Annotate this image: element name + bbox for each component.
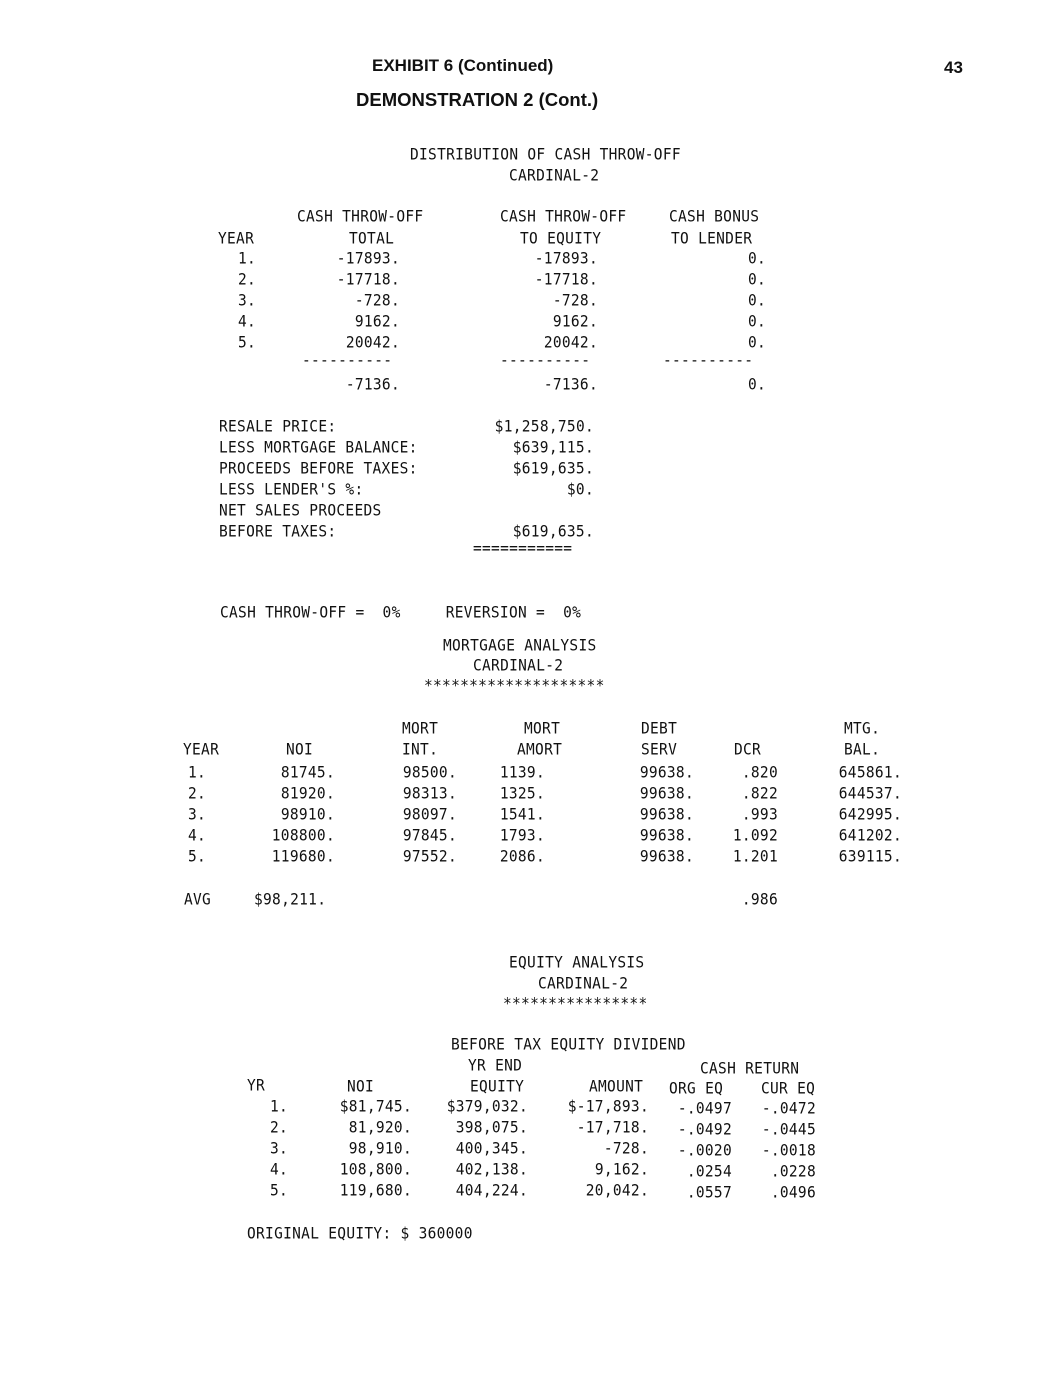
mortgage-h-amort-1: MORT (524, 720, 561, 738)
mortgage-row-amort: 1139. (499, 764, 545, 782)
cash-row-equity: 20042. (543, 334, 598, 352)
mortgage-row-noi: 119680. (271, 848, 335, 866)
mortgage-row-int: 97845. (402, 827, 457, 845)
equity-row-cur: -.0472 (761, 1100, 816, 1118)
cash-row-year: 4. (238, 313, 257, 331)
equity-row-noi: 119,680. (339, 1182, 412, 1200)
equity-row-eq: 400,345. (455, 1140, 528, 1158)
mortgage-row-year: 4. (188, 827, 207, 845)
page-number: 43 (944, 58, 963, 77)
equity-h-yrend-2: EQUITY (470, 1078, 525, 1096)
mortgage-h-bal-2: BAL. (844, 741, 881, 759)
mortgage-row-noi: 108800. (271, 827, 335, 845)
mortgage-h-int-1: MORT (402, 720, 439, 738)
mortgage-row-bal: 641202. (838, 827, 902, 845)
equity-row-noi: 81,920. (348, 1119, 412, 1137)
cash-row-equity: 9162. (552, 313, 598, 331)
equity-title: EQUITY ANALYSIS (509, 954, 645, 972)
mortgage-h-debt-2: SERV (641, 741, 678, 759)
cash-row-year: 1. (238, 250, 257, 268)
equity-h-yrend-1: YR END (468, 1057, 523, 1075)
mortgage-row-dcr: 1.201 (732, 848, 778, 866)
cash-row-equity: -728. (552, 292, 598, 310)
mortgage-h-noi: NOI (286, 741, 314, 759)
mortgage-row-debt: 99638. (639, 806, 694, 824)
mortgage-row-debt: 99638. (639, 785, 694, 803)
resale-label: RESALE PRICE: (219, 418, 337, 436)
resale-label: PROCEEDS BEFORE TAXES: (219, 460, 418, 478)
cash-rule-equity: ---------- (500, 352, 591, 370)
cash-col-total-h2: TOTAL (349, 230, 395, 248)
cash-section-subtitle: CARDINAL-2 (509, 167, 600, 185)
equity-row-noi: $81,745. (339, 1098, 412, 1116)
equity-row-cur: .0496 (770, 1184, 816, 1202)
mortgage-row-dcr: 1.092 (732, 827, 778, 845)
mortgage-row-amort: 2086. (499, 848, 545, 866)
mortgage-row-bal: 642995. (838, 806, 902, 824)
resale-double-rule: =========== (473, 540, 573, 558)
resale-label: BEFORE TAXES: (219, 523, 337, 541)
cash-sum-bonus: 0. (747, 376, 766, 394)
cash-row-equity: -17718. (534, 271, 598, 289)
mortgage-row-int: 98097. (402, 806, 457, 824)
cash-col-year: YEAR (218, 230, 255, 248)
equity-row-org: -.0497 (677, 1100, 732, 1118)
equity-row-yr: 4. (270, 1161, 289, 1179)
equity-row-amount: $-17,893. (567, 1098, 649, 1116)
mortgage-row-int: 98313. (402, 785, 457, 803)
mortgage-h-amort-2: AMORT (517, 741, 563, 759)
mortgage-row-amort: 1325. (499, 785, 545, 803)
cash-col-equity-h2: TO EQUITY (520, 230, 602, 248)
mortgage-h-int-2: INT. (402, 741, 439, 759)
equity-subtitle: CARDINAL-2 (538, 975, 629, 993)
mortgage-row-year: 3. (188, 806, 207, 824)
resale-label: LESS LENDER'S %: (219, 481, 364, 499)
cash-row-bonus: 0. (747, 334, 766, 352)
mortgage-row-amort: 1793. (499, 827, 545, 845)
equity-row-yr: 3. (270, 1140, 289, 1158)
mortgage-h-dcr: DCR (734, 741, 762, 759)
cash-row-bonus: 0. (747, 250, 766, 268)
equity-row-cur: -.0445 (761, 1121, 816, 1139)
mortgage-row-debt: 99638. (639, 827, 694, 845)
equity-row-amount: -17,718. (576, 1119, 649, 1137)
mortgage-avg-noi: $98,211. (254, 891, 327, 909)
original-equity: ORIGINAL EQUITY: $ 360000 (247, 1225, 473, 1243)
cash-row-year: 2. (238, 271, 257, 289)
mortgage-title: MORTGAGE ANALYSIS (443, 637, 597, 655)
cash-row-year: 5. (238, 334, 257, 352)
equity-row-noi: 108,800. (339, 1161, 412, 1179)
equity-row-eq: $379,032. (446, 1098, 528, 1116)
cash-sum-total: -7136. (345, 376, 400, 394)
mortgage-row-dcr: .822 (741, 785, 778, 803)
equity-row-org: .0557 (686, 1184, 732, 1202)
resale-value: $0. (566, 481, 594, 499)
equity-h-amount: AMOUNT (589, 1078, 644, 1096)
mortgage-row-dcr: .820 (741, 764, 778, 782)
mortgage-avg-label: AVG (184, 891, 212, 909)
mortgage-row-bal: 644537. (838, 785, 902, 803)
equity-row-yr: 2. (270, 1119, 289, 1137)
equity-row-amount: -728. (603, 1140, 649, 1158)
cash-rule-bonus: ---------- (663, 352, 754, 370)
resale-value: $639,115. (512, 439, 594, 457)
cash-section-title: DISTRIBUTION OF CASH THROW-OFF (410, 146, 681, 164)
equity-h-yr: YR (247, 1077, 266, 1095)
equity-row-cur: .0228 (770, 1163, 816, 1181)
cash-row-bonus: 0. (747, 271, 766, 289)
demonstration-title: DEMONSTRATION 2 (Cont.) (356, 89, 599, 110)
mortgage-row-amort: 1541. (499, 806, 545, 824)
equity-row-amount: 20,042. (585, 1182, 649, 1200)
cash-row-total: -17893. (336, 250, 400, 268)
cash-col-total-h1: CASH THROW-OFF (297, 208, 424, 226)
mortgage-row-debt: 99638. (639, 848, 694, 866)
cash-col-bonus-h1: CASH BONUS (669, 208, 760, 226)
mortgage-row-int: 97552. (402, 848, 457, 866)
equity-row-cur: -.0018 (761, 1142, 816, 1160)
cash-row-equity: -17893. (534, 250, 598, 268)
equity-row-eq: 404,224. (455, 1182, 528, 1200)
mortgage-row-year: 5. (188, 848, 207, 866)
equity-row-amount: 9,162. (594, 1161, 649, 1179)
mortgage-row-dcr: .993 (741, 806, 778, 824)
cash-col-bonus-h2: TO LENDER (671, 230, 753, 248)
equity-row-noi: 98,910. (348, 1140, 412, 1158)
mortgage-row-bal: 639115. (838, 848, 902, 866)
cash-row-year: 3. (238, 292, 257, 310)
equity-row-yr: 1. (270, 1098, 289, 1116)
equity-section-title: BEFORE TAX EQUITY DIVIDEND (451, 1036, 686, 1054)
cash-row-total: -728. (354, 292, 400, 310)
cash-col-equity-h1: CASH THROW-OFF (500, 208, 627, 226)
equity-row-eq: 398,075. (455, 1119, 528, 1137)
resale-value: $1,258,750. (494, 418, 594, 436)
resale-label: LESS MORTGAGE BALANCE: (219, 439, 418, 457)
cash-row-total: 20042. (345, 334, 400, 352)
mortgage-row-bal: 645861. (838, 764, 902, 782)
mortgage-stars: ******************** (424, 677, 605, 695)
mortgage-row-year: 2. (188, 785, 207, 803)
cash-sum-equity: -7136. (543, 376, 598, 394)
mortgage-h-year: YEAR (183, 741, 220, 759)
cash-row-bonus: 0. (747, 313, 766, 331)
cash-row-total: -17718. (336, 271, 400, 289)
cash-rule-total: ---------- (302, 352, 393, 370)
equity-h-cur: CUR EQ (761, 1080, 816, 1098)
mortgage-row-debt: 99638. (639, 764, 694, 782)
resale-value: $619,635. (512, 460, 594, 478)
mortgage-avg-dcr: .986 (741, 891, 778, 909)
cash-row-total: 9162. (354, 313, 400, 331)
equity-row-eq: 402,138. (455, 1161, 528, 1179)
equity-h-cash-return: CASH RETURN (700, 1060, 800, 1078)
exhibit-title: EXHIBIT 6 (Continued) (372, 56, 554, 75)
equity-row-org: -.0492 (677, 1121, 732, 1139)
resale-label: NET SALES PROCEEDS (219, 502, 382, 520)
equity-h-org: ORG EQ (669, 1080, 724, 1098)
resale-value: $619,635. (512, 523, 594, 541)
mortgage-h-debt-1: DEBT (641, 720, 678, 738)
equity-row-org: -.0020 (677, 1142, 732, 1160)
percent-line: CASH THROW-OFF = 0% REVERSION = 0% (220, 604, 582, 622)
mortgage-row-noi: 81745. (280, 764, 335, 782)
equity-stars: **************** (503, 995, 648, 1013)
mortgage-row-int: 98500. (402, 764, 457, 782)
equity-row-yr: 5. (270, 1182, 289, 1200)
mortgage-subtitle: CARDINAL-2 (473, 657, 564, 675)
mortgage-row-noi: 81920. (280, 785, 335, 803)
equity-row-org: .0254 (686, 1163, 732, 1181)
cash-row-bonus: 0. (747, 292, 766, 310)
equity-h-noi: NOI (347, 1078, 375, 1096)
mortgage-row-year: 1. (188, 764, 207, 782)
mortgage-row-noi: 98910. (280, 806, 335, 824)
mortgage-h-bal-1: MTG. (844, 720, 881, 738)
